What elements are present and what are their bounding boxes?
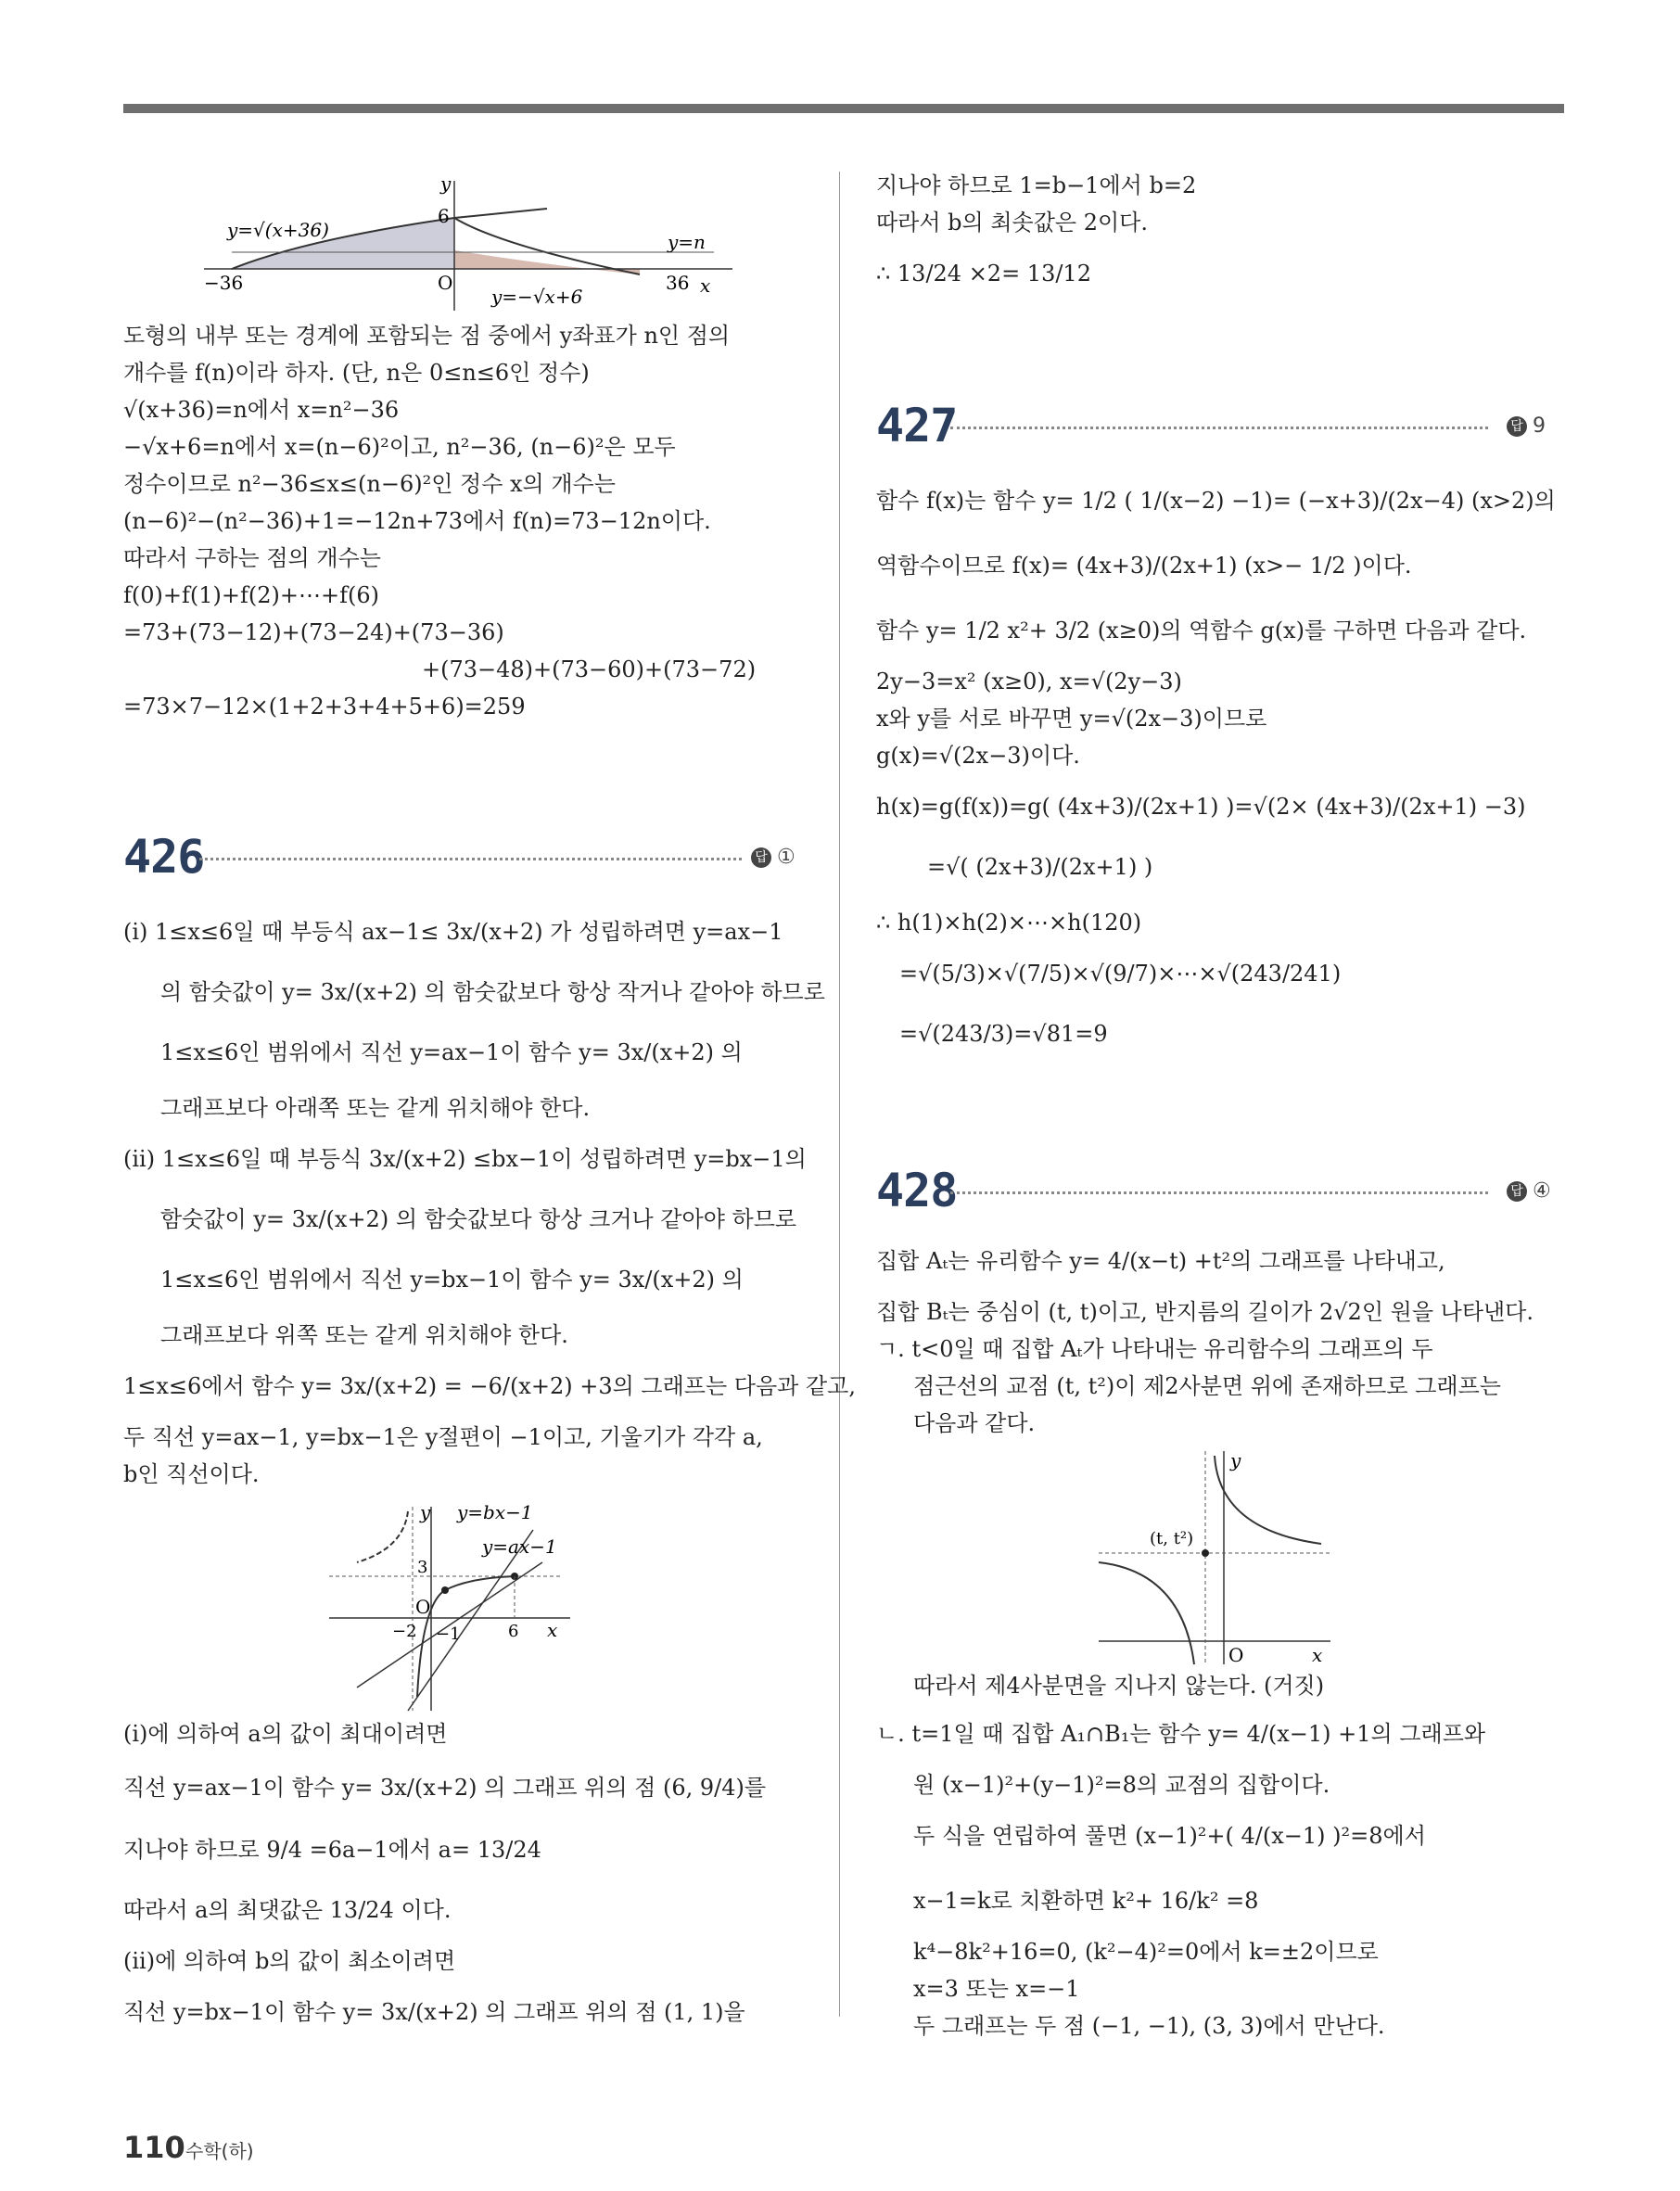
p427-line-8: =√( (2x+3)/(2x+1) ) [927,854,1153,880]
p427-line-1: 함수 f(x)는 함수 y= 1/2 ( 1/(x−2) −1)= (−x+3)/(2x−4) (x>2)의 [876,488,1556,514]
answer-value-427: 9 [1533,414,1546,438]
p428-line-9: 두 식을 연립하여 풀면 (x−1)²+( 4/(x−1) )²=8에서 [913,1823,1426,1849]
graph-sqrt-region [195,176,742,315]
problem-426-number: 426 [123,830,205,884]
graph1-y-label: y [440,176,452,195]
p427-line-5: x와 y를 서로 바꾸면 y=√(2x−3)이므로 [876,706,1267,732]
graph426-line-b-label: y=bx−1 [457,1502,533,1523]
answer-badge-426: 답 [751,847,771,868]
p426-line-7: 1≤x≤6인 범위에서 직선 y=bx−1이 함수 y= 3x/(x+2) 의 [160,1267,744,1293]
problem-427-number: 427 [876,399,958,452]
prev-line-5: 정수이므로 n²−36≤x≤(n−6)²인 정수 x의 개수는 [123,471,616,497]
graph1-pos36-label: 36 [666,272,690,294]
p426-line-12: (i)에 의하여 a의 값이 최대이려면 [123,1721,448,1747]
p428-line-1: 집합 Aₜ는 유리함수 y= 4/(x−t) +t²의 그래프를 나타내고, [876,1248,1445,1274]
p426-line-16: (ii)에 의하여 b의 값이 최소이려면 [123,1948,456,1974]
graph-426 [320,1502,579,1715]
prev-line-3: √(x+36)=n에서 x=n²−36 [123,397,400,423]
graph1-curve2-label: y=−√x+6 [491,286,583,308]
page-number: 110 [123,2130,185,2165]
p428-line-3: ㄱ. t<0일 때 집합 Aₜ가 나타내는 유리함수의 그래프의 두 [876,1336,1433,1362]
cont-line-1: 지나야 하므로 1=b−1에서 b=2 [876,172,1197,198]
prev-line-1: 도형의 내부 또는 경계에 포함되는 점 중에서 y좌표가 n인 점의 [123,323,731,349]
p427-line-3: 함수 y= 1/2 x²+ 3/2 (x≥0)의 역함수 g(x)를 구하면 다음과 같다. [876,618,1527,643]
problem-428-answer [1507,1179,1551,1203]
problem-426-leader [199,858,742,860]
graph428-origin-label: O [1228,1644,1244,1666]
answer-value-426: ① [777,846,795,869]
p426-line-8: 그래프보다 위쪽 또는 같게 위치해야 한다. [160,1322,568,1348]
p426-line-13: 직선 y=ax−1이 함수 y= 3x/(x+2) 의 그래프 위의 점 (6, 9/4)를 [123,1775,767,1801]
answer-value-428: ④ [1533,1179,1551,1203]
column-divider [839,172,840,2017]
graph426-x-label: x [547,1619,558,1641]
p426-line-10: 두 직선 y=ax−1, y=bx−1은 y절편이 −1이고, 기울기가 각각 a, [123,1424,763,1450]
p427-line-7: h(x)=g(f(x))=g( (4x+3)/(2x+1) )=√(2× (4x+3)/(2x+1) −3) [876,794,1526,820]
graph428-x-label: x [1312,1644,1323,1666]
graph426-line-a-label: y=ax−1 [482,1535,557,1558]
graph1-six-label: 6 [438,205,450,227]
graph426-neg2-label: −2 [392,1622,417,1641]
cont-line-3: ∴ 13/24 ×2= 13/12 [876,261,1091,287]
graph426-three-label: 3 [417,1558,428,1577]
graph1-hline-label: y=n [668,231,706,253]
p426-line-14: 지나야 하므로 9/4 =6a−1에서 a= 13/24 [123,1837,541,1863]
p428-line-13: 두 그래프는 두 점 (−1, −1), (3, 3)에서 만난다. [913,2013,1385,2039]
p428-line-12: x=3 또는 x=−1 [913,1976,1080,2002]
graph426-y-label: y [420,1502,431,1523]
prev-line-11: =73×7−12×(1+2+3+4+5+6)=259 [123,694,526,720]
top-rule [123,104,1564,113]
prev-line-6: (n−6)²−(n²−36)+1=−12n+73에서 f(n)=73−12n이다. [123,508,711,534]
p428-line-11: k⁴−8k²+16=0, (k²−4)²=0에서 k=±2이므로 [913,1939,1379,1965]
graph426-six-label: 6 [508,1622,519,1641]
graph1-x-label: x [700,274,711,297]
p426-line-3: 1≤x≤6인 범위에서 직선 y=ax−1이 함수 y= 3x/(x+2) 의 [160,1039,743,1065]
p427-line-4: 2y−3=x² (x≥0), x=√(2y−3) [876,669,1182,694]
problem-426-answer [751,846,795,869]
p426-line-17: 직선 y=bx−1이 함수 y= 3x/(x+2) 의 그래프 위의 점 (1, 1)을 [123,1999,745,2025]
prev-line-7: 따라서 구하는 점의 개수는 [123,545,381,571]
p428-line-4: 점근선의 교점 (t, t²)이 제2사분면 위에 존재하므로 그래프는 [913,1373,1501,1399]
p428-line-6: 따라서 제4사분면을 지나지 않는다. (거짓) [913,1673,1325,1699]
graph428-y-label: y [1230,1449,1241,1471]
graph1-neg36-label: −36 [204,272,244,294]
answer-badge-428: 답 [1507,1181,1527,1202]
p426-line-11: b인 직선이다. [123,1461,260,1487]
p427-line-6: g(x)=√(2x−3)이다. [876,743,1080,769]
p426-line-6: 함숫값이 y= 3x/(x+2) 의 함숫값보다 항상 크거나 같아야 하므로 [160,1206,797,1232]
p428-line-5: 다음과 같다. [913,1410,1036,1436]
p426-line-4: 그래프보다 아래쪽 또는 같게 위치해야 한다. [160,1095,591,1121]
graph428-point-label: (t, t²) [1150,1529,1194,1548]
p426-line-2: 의 함숫값이 y= 3x/(x+2) 의 함숫값보다 항상 작거나 같아야 하므로 [160,979,825,1005]
prev-line-9: =73+(73−12)+(73−24)+(73−36) [123,619,504,645]
problem-428-leader [950,1191,1488,1194]
p427-line-10: =√(5/3)×√(7/5)×√(9/7)×⋯×√(243/241) [899,961,1342,987]
p426-line-1: (i) 1≤x≤6일 때 부등식 ax−1≤ 3x/(x+2) 가 성립하려면 y=ax−1 [123,919,783,945]
cont-line-2: 따라서 b의 최솟값은 2이다. [876,210,1148,236]
page-subject: 수학(하) [185,2140,254,2162]
p426-line-15: 따라서 a의 최댓값은 13/24 이다. [123,1897,452,1923]
p427-line-9: ∴ h(1)×h(2)×⋯×h(120) [876,910,1142,936]
p428-line-7: ㄴ. t=1일 때 집합 A₁∩B₁는 함수 y= 4/(x−1) +1의 그래프와 [876,1721,1486,1747]
p428-line-2: 집합 Bₜ는 중심이 (t, t)이고, 반지름의 길이가 2√2인 원을 나타낸다. [876,1299,1534,1325]
p428-line-8: 원 (x−1)²+(y−1)²=8의 교점의 집합이다. [913,1772,1330,1798]
problem-427-leader [950,427,1488,429]
p426-line-5: (ii) 1≤x≤6일 때 부등식 3x/(x+2) ≤bx−1이 성립하려면 y=bx−1의 [123,1146,807,1172]
p427-line-2: 역함수이므로 f(x)= (4x+3)/(2x+1) (x>− 1/2 )이다. [876,553,1412,579]
p428-line-10: x−1=k로 치환하면 k²+ 16/k² =8 [913,1888,1259,1914]
prev-line-4: −√x+6=n에서 x=(n−6)²이고, n²−36, (n−6)²은 모두 [123,434,676,460]
graph426-neg1-label: −1 [436,1624,461,1644]
answer-badge-427: 답 [1507,416,1527,437]
p427-line-11: =√(243/3)=√81=9 [899,1021,1108,1047]
problem-428-number: 428 [876,1164,958,1217]
prev-line-2: 개수를 f(n)이라 하자. (단, n은 0≤n≤6인 정수) [123,360,590,386]
graph-428 [1089,1446,1340,1669]
p426-line-9: 1≤x≤6에서 함수 y= 3x/(x+2) = −6/(x+2) +3의 그래프는 다음과 같고, [123,1373,856,1399]
graph1-curve1-label: y=√(x+36) [227,219,329,241]
graph1-origin-label: O [438,272,453,294]
prev-line-10: +(73−48)+(73−60)+(73−72) [422,656,757,682]
problem-427-answer [1507,414,1546,438]
prev-line-8: f(0)+f(1)+f(2)+⋯+f(6) [123,582,379,608]
graph426-origin-label: O [415,1596,431,1618]
